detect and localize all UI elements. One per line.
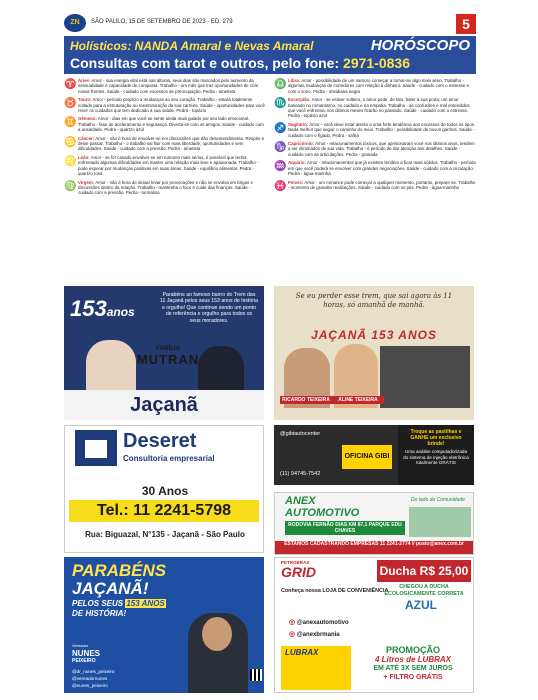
ad2-slogan: Se eu perder esse trem, que sai agora às 11 horas, só amanhã de manhã. [295,292,453,309]
ad6-photo-face [202,617,232,651]
horoscope-section [64,78,476,276]
ad5-brand-2: AUTOMOTIVO [285,507,360,519]
sign-name: Libra: [288,78,301,83]
ad2-title: JAÇANÃ 153 ANOS [311,328,437,342]
ad2-label-aline: ALINE TEIXEIRA [332,396,384,404]
banner-astrologers: Holísticos: NANDA Amaral e Nevas Amaral [70,39,314,53]
zodiac-icon: ♏ [274,98,287,110]
sign-name: Virgem: [78,179,95,185]
ad6-social-3: @nunes_peixeiro [72,683,108,688]
ad1-surname: MUTRAN [136,352,200,367]
sign-name: Aquário: [288,160,307,166]
sign-text: Amor - você deve estar atento a uma forte tendência aos excessos de todos os tipos. Nada melhor que seguir o caminho do meio. Trabalho - possibilidade de novos ganhos. Saúde - cuidado com o fígado. Pedra - safira [288,121,476,138]
sign-text: Amor - período propício a mudanças ao seu coração. Trabalho - estará totalmente voltado para a estruturação ou reestruturação da sua carreira. Saúde - oportunidades para você rever os cuidados que tem dedicado à sua saúde. Pedra - topázio [78,97,265,114]
ad-anex-automotivo[interactable] [274,492,474,555]
horoscope-sign [274,97,476,119]
sign-text: Amor - não é hora de envolver-se em discussões que dão desentendimento. Respire e deixe passar. Trabalho - o trabalho vai fluir com mais liberdade, oportunidades e sem dificuldades. Saúde - cuidado com a pressão. Pedra - ametista [78,135,265,152]
ad7-conheca: Conheça nossa LOJA DE CONVENIÊNCIA [281,588,389,594]
ad7-brand: GRID [281,564,316,580]
ad5-strip: ESTAMOS CADASTRANDO EMPRESAS 11 2241-2774 // posto@anex.com.br [275,541,473,555]
edition-info: SÃO PAULO, 15 DE SETEMBRO DE 2023 - ED. 279 [91,19,233,25]
ad7-promo-2: 4 Litros de LUBRAX [374,655,451,664]
ad6-line-1 [72,599,166,608]
zodiac-icon: ♍ [64,180,77,192]
sign-name: Peixes: [288,179,304,185]
ad7-azul: AZUL [405,598,437,612]
ad5-tag: Do lado da Comunidade [411,497,465,503]
ad1-name-plate [136,346,200,367]
banner-phone: 2971-0836 [343,55,410,71]
ad6-line-1a: PELOS SEUS [72,599,124,608]
horoscope-sign [274,122,476,138]
ad4-promo-title: Troque as pastilhas e GANHE um exclusivo brinde! [410,429,462,447]
ad5-road: RODOVIA FERNÃO DIAS KM 87,1 PARQUE EDU CHAVES [285,521,405,535]
ad7-social-1[interactable] [289,618,349,626]
sign-text: Amor - um romance pode começar a qualquer momento, portanto, prepare-se. Trabalho - momento de grandes realizações. Saúde - cuidado com os pés. Pedra - água-marinha [288,179,476,190]
horoscope-sign [64,180,266,196]
ad-deseret[interactable] [64,425,264,553]
ad-nunes-peixeiro[interactable] [64,557,264,693]
ad4-promo [398,425,474,485]
ad6-line-2: DE HISTÓRIA! [72,609,127,618]
ad4-shop: OFICINA GIBI [342,445,392,469]
logo-text: ZN [70,19,80,26]
ad-gibi-autocenter[interactable] [274,425,474,485]
ad7-promo-4: + FILTRO GRÁTIS [383,674,443,681]
sign-name: Sagitário: [288,121,309,127]
horoscope-sign [274,180,476,191]
ad7-lubrax: LUBRAX [285,648,319,657]
ad6-social-2: @vereadornunes [72,676,108,681]
horoscope-sign [64,116,266,132]
ad1-suffix: anos [106,305,135,319]
ad6-role: Vereador [72,643,89,648]
zodiac-icon: ♎ [274,79,287,90]
zodiac-icon: ♐ [274,122,287,134]
sign-text: Amor - se estiver solteiro, o amor pode, de fato, bater à sua porta; um amor baseado no romantismo, no cuidado e na empatia. Trabalho - as confusões e mal entendidos que você enfrentou nos últimos meses ficarão no passado. Saúde - cuidado com o estresse. Pedra - topázio azul [288,97,470,119]
zodiac-icon: ♊ [64,117,77,129]
ad-familia-mutran[interactable] [64,286,264,420]
sign-text: Amor - se for casado envolver-se em rumores mais sérios, é possível que tenha enfrentado algumas dificuldades em manter uma relação mais leve e apaixonada. Trabalho - pode esperar por mudanças positivas em suas áreas. Saúde - equilíbrio alimentar. Pedra - quartzo rosa [78,154,259,177]
ad5-station-image [409,507,471,537]
ad7-brand-top: PETROBRAS [281,560,310,565]
ad4-promo-text: Uma análise computadorizada do sistema de injeção eletrônica totalmente GRÁTIS [403,449,469,466]
sign-text: Amor - dias em que você se sente ainda mais guiado por seu lado emocional. Trabalho - fase de aceleramento e segurança. Diverta-se com os amigos. Saúde - cuidado com a ansiedade. Pedra - quartzo azul [78,116,264,133]
ad-teixeira[interactable] [274,286,474,420]
ad2-train-image [380,346,470,408]
newspaper-logo [64,14,86,32]
banner-consult-line [70,55,410,71]
ad3-address: Rua: Biguazal, N°135 - Jaçanã - São Paulo [85,530,245,539]
ad1-message: Parabéns ao famoso bairro do Trem das 11 Jaçanã pelos seus 153 anos de história e orgulho! Que continue sendo um ponto de referência e orgulho para todos os seus moradores. [160,292,258,324]
horoscope-sign [274,141,476,157]
ad4-site: @gibiautocenter [280,431,321,437]
horoscope-sign [64,97,266,113]
ad6-name: NUNES [72,649,101,658]
ad7-social-2-text: @anexbrmania [296,632,340,638]
horoscope-sign [274,160,476,176]
ad7-promo-1: PROMOÇÃO [386,645,440,655]
banner-title: HORÓSCOPO [370,37,470,54]
sign-text: Amor - não é hora de deixar levar por provocações e não se envolva em brigas e discussões dentro da relação. Trabalho - mantenha o foco e cuide das finanças. Saúde - cuidado com a pressão. Pedra - turmalina [78,179,253,196]
ad6-title-2: JAÇANÃ! [72,579,149,598]
ad7-chegou: CHEGOU A DUCHA ECOLOGICAMENTE CORRETA [384,584,464,597]
ad3-phone: Tel.: 11 2241-5798 [69,500,259,522]
zodiac-icon: ♋ [64,136,77,148]
sign-name: Gêmeos: [78,116,97,122]
sign-name: Capricórnio: [288,141,315,147]
ad7-promo-3: EM ATÉ 3X SEM JUROS [373,665,453,672]
ad4-phone: (11) 94745-7542 [280,471,321,477]
horoscope-sign [64,78,266,94]
deseret-logo-inner [85,440,107,458]
horoscope-banner [64,36,476,74]
zodiac-icon: ♒ [274,161,287,173]
sign-name: Leão: [78,154,90,160]
qr-code-icon[interactable] [250,669,262,681]
ad6-line-1b: 153 ANOS [126,599,165,608]
zodiac-icon: ♌ [64,155,77,167]
ad1-family: FAMÍLIA [156,346,180,352]
ad5-brand-1: ANEX [285,495,316,507]
instagram-icon: ◎ [289,619,296,626]
sign-name: Touro: [78,97,92,103]
ad6-title-1: PARABÉNS [72,561,167,580]
zodiac-icon: ♈ [64,79,77,90]
horoscope-sign [64,155,266,177]
sign-name: Áries: [78,78,91,83]
page-number: 5 [456,14,476,34]
sign-name: Escorpião: [288,97,311,103]
zodiac-icon: ♓ [274,180,287,192]
ad3-subtitle: Consultoria empresarial [123,454,215,463]
horoscope-left-column [64,78,266,199]
ad7-social-1-text: @anexautomotivo [296,620,349,626]
ad7-promo [355,646,471,682]
sign-text: Amor - relacionamentos que já existem tendem a ficar mais sólidos. Trabalho - período em que você poderá se envolver com grandes negociações. Saúde - cuidado com a circulação. Pedra - água-marinha [288,160,476,177]
horoscope-sign [64,136,266,152]
ad6-social-1: @dr_nunes_peixeiro [72,669,115,674]
sign-text: Amor - relacionamentos tóxicos, que aprisionaram você nos últimos anos, tendem a ser eliminados de sua vida. Trabalho - é período de dar atenção aos detalhes. Saúde - cuidado com as articulações. Pedra - granada [288,141,475,157]
page-header [64,14,476,34]
ad3-years: 30 Anos [141,484,189,498]
ad7-social-2[interactable] [289,630,340,638]
ad7-ducha-price: Ducha R$ 25,00 [377,560,471,582]
ad3-name: Deseret [123,430,197,452]
horoscope-right-column [274,78,476,193]
sign-name: Câncer: [78,135,95,141]
ad1-place: Jaçanã [64,390,264,420]
zodiac-icon: ♑ [274,142,287,154]
ad2-label-ricardo: RICARDO TEIXEIRA [280,396,332,404]
zodiac-icon: ♉ [64,98,77,110]
ad-anex-grid[interactable] [274,557,474,693]
ad1-number: 153 [70,296,107,321]
sign-text: Amor - possibilidade de um namoro começar a tornar-se algo mais sério. Trabalho - algumas mudanças de corredores com relação à dinheiro. Saúde - cuidado com o estresse e com o sono. Pedra - obsidiana negra [288,78,470,94]
horoscope-sign [274,78,476,94]
banner-consult-text: Consultas com tarot e outros, pelo fone: [70,55,340,71]
instagram-icon: ◎ [289,631,296,638]
ad1-anniversary [70,296,135,322]
sign-text: Amor - sua energia vital está nas alturas, seus dias são marcados pelo aumento da sensualidade e capacidade de conquista. Trabalho - um mês que traz oportunidades de criar novas frentes. Saúde - cuidado com excessos de preocupação. Pedra - ametista [78,78,259,94]
ad6-surname: PEIXEIRO [72,658,96,664]
